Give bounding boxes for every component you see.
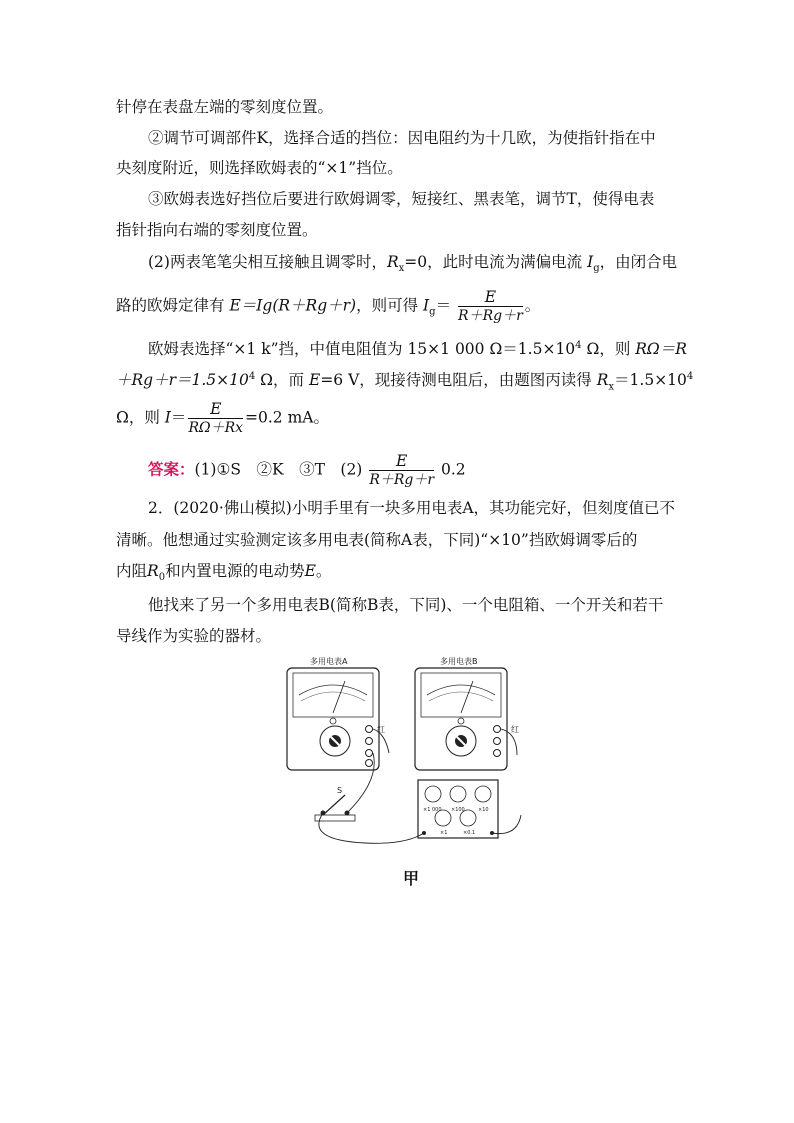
text-line-10: Ω，则 I＝ $\frac{E}{R\Omega+Rx}$ =0.2 mA。 <box>116 400 329 436</box>
problem2-line-5: 导线作为实验的器材。 <box>116 627 272 645</box>
meter-a <box>287 656 385 770</box>
fraction-i: $\frac{E}{R\Omega+Rx}$ <box>188 400 244 436</box>
text-line-6: (2)两表笔笔尖相互接触且调零时，$R_x=0$，此时电流为满偏电流 $I_g$，由闭合电 <box>148 253 678 275</box>
svg-text:×1 000: ×1 000 <box>423 807 442 813</box>
problem2-line-1: 2．(2020·佛山模拟)小明手里有一块多用电表A，其功能完好，但刻度值已不 <box>148 499 676 517</box>
svg-text:×10: ×10 <box>478 807 489 813</box>
text-line-3: 央刻度附近，则选择欧姆表的“×1”挡位。 <box>116 159 403 177</box>
fraction-answer: $\frac{E}{R+Rg+r}$ <box>369 452 435 488</box>
svg-text:多用电表B: 多用电表B <box>440 657 478 666</box>
svg-text:红: 红 <box>511 725 519 734</box>
answer-label: 答案： <box>148 459 195 479</box>
text-line-1: 针停在表盘左端的零刻度位置。 <box>116 98 334 116</box>
svg-text:红: 红 <box>377 725 385 734</box>
fraction-ig: $\frac{E}{R+Rg+r}$ <box>458 288 523 324</box>
resistance-box <box>418 780 498 838</box>
problem2-line-2: 清晰。他想通过实验测定该多用电表(简称A表，下同)“×10”挡欧姆调零后的 <box>116 531 638 549</box>
problem2-line-3: 内阻$R_0$和内置电源的电动势E。 <box>116 562 332 584</box>
text-line-5: 指针指向右端的零刻度位置。 <box>116 221 318 239</box>
meter-b <box>415 656 519 770</box>
svg-text:×1: ×1 <box>440 830 448 836</box>
text-line-4: ③欧姆表选好挡位后要进行欧姆调零，短接红、黑表笔，调节T，使得电表 <box>148 190 655 208</box>
text-line-2: ②调节可调部件K，选择合适的挡位：因电阻约为十几欧，为使指针指在中 <box>148 129 656 147</box>
text-line-9: $+Rg+r=1.5\times 10^4$ Ω，而 E=6 V，现接待测电阻后，由题图丙读得 $R_x=1.5\times 10^4$ <box>116 371 694 393</box>
circuit-figure <box>285 655 530 855</box>
svg-text:多用电表A: 多用电表A <box>310 657 348 666</box>
svg-text:S: S <box>337 786 343 795</box>
problem2-line-4: 他找来了另一个多用电表B(简称B表，下同)、一个电阻箱、一个开关和若干 <box>148 596 664 614</box>
figure-caption: 甲 <box>403 869 420 888</box>
text-line-7: 路的欧姆定律有 E＝Ig(R＋Rg＋r)，则可得 $I_g=$ $\frac{E}{R+Rg+r}$ 。 <box>116 288 541 324</box>
svg-text:×0.1: ×0.1 <box>463 830 476 836</box>
svg-text:×100: ×100 <box>451 807 465 813</box>
answer-line: 答案：(1)①S ②K ③T (2) $\frac{E}{R+Rg+r}$ 0.2 <box>148 452 466 488</box>
text-line-8: 欧姆表选择“×1 k”挡，中值电阻值为 15×1 000 $\Omega=1.5\times 10^4$ Ω，则 RΩ＝R <box>148 340 687 359</box>
